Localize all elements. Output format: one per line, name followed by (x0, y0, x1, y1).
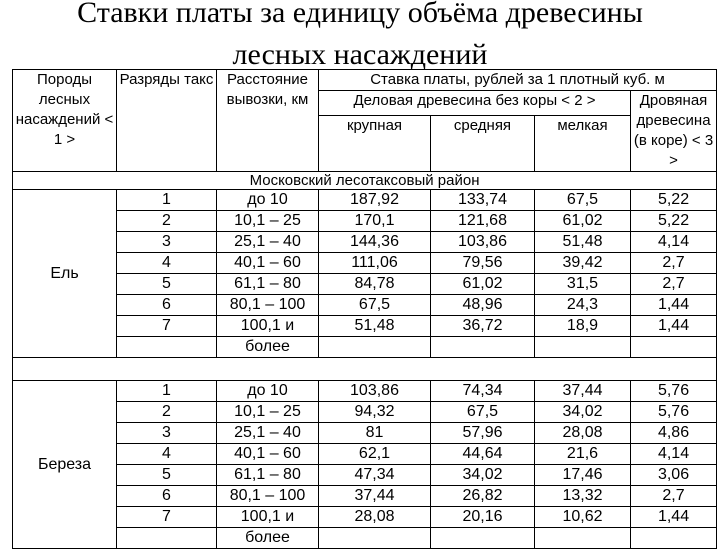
distance-cell: 10,1 – 25 (217, 211, 319, 232)
large-cell: 81 (319, 423, 431, 444)
table-row (13, 444, 717, 465)
rank-cell: 5 (117, 465, 217, 486)
medium-cell (431, 528, 535, 549)
distance-cell: 80,1 – 100 (217, 295, 319, 316)
rank-cell: 1 (117, 190, 217, 211)
page-title-line-1: Ставки платы за единицу объёма древесины (77, 0, 643, 29)
rates-table (12, 69, 717, 549)
separator-cell (13, 358, 717, 381)
header-fuel-wood: Дровяная древесина (в коре) < 3 > (631, 91, 717, 172)
distance-cell: 61,1 – 80 (217, 274, 319, 295)
fuel-cell: 4,86 (631, 423, 717, 444)
table-row (13, 253, 717, 274)
small-cell: 17,46 (535, 465, 631, 486)
fuel-cell: 5,22 (631, 211, 717, 232)
medium-cell: 44,64 (431, 444, 535, 465)
large-cell: 37,44 (319, 486, 431, 507)
fuel-cell: 5,76 (631, 402, 717, 423)
rank-cell: 7 (117, 507, 217, 528)
group-separator-row (13, 358, 717, 381)
distance-cell: более (217, 337, 319, 358)
fuel-cell: 4,14 (631, 444, 717, 465)
rank-cell (117, 337, 217, 358)
fuel-cell: 2,7 (631, 274, 717, 295)
header-rate: Ставка платы, рублей за 1 плотный куб. м (319, 70, 717, 91)
fuel-cell: 2,7 (631, 486, 717, 507)
medium-cell (431, 337, 535, 358)
medium-cell: 26,82 (431, 486, 535, 507)
large-cell: 170,1 (319, 211, 431, 232)
header-distance: Расстояние вывозки, км (217, 70, 319, 172)
large-cell (319, 528, 431, 549)
table-row (13, 232, 717, 253)
small-cell: 31,5 (535, 274, 631, 295)
rank-cell: 6 (117, 295, 217, 316)
fuel-cell: 1,44 (631, 507, 717, 528)
small-cell: 21,6 (535, 444, 631, 465)
small-cell: 34,02 (535, 402, 631, 423)
rank-cell: 4 (117, 444, 217, 465)
fuel-cell: 2,7 (631, 253, 717, 274)
table-row (13, 337, 717, 358)
large-cell: 51,48 (319, 316, 431, 337)
fuel-cell: 4,14 (631, 232, 717, 253)
table-row (13, 465, 717, 486)
rank-cell: 6 (117, 486, 217, 507)
small-cell: 10,62 (535, 507, 631, 528)
medium-cell: 20,16 (431, 507, 535, 528)
header-small: мелкая (535, 116, 631, 172)
large-cell (319, 337, 431, 358)
species-cell: Ель (13, 190, 117, 358)
small-cell (535, 528, 631, 549)
fuel-cell: 5,22 (631, 190, 717, 211)
rank-cell: 2 (117, 211, 217, 232)
distance-cell: 40,1 – 60 (217, 444, 319, 465)
rank-cell: 4 (117, 253, 217, 274)
fuel-cell: 3,06 (631, 465, 717, 486)
small-cell: 28,08 (535, 423, 631, 444)
medium-cell: 103,86 (431, 232, 535, 253)
table-row (13, 402, 717, 423)
distance-cell: 100,1 и (217, 507, 319, 528)
small-cell: 67,5 (535, 190, 631, 211)
table-row (13, 211, 717, 232)
table-row (13, 274, 717, 295)
small-cell: 39,42 (535, 253, 631, 274)
small-cell: 24,3 (535, 295, 631, 316)
rank-cell (117, 528, 217, 549)
fuel-cell: 5,76 (631, 381, 717, 402)
distance-cell: 40,1 – 60 (217, 253, 319, 274)
table-row (13, 316, 717, 337)
large-cell: 67,5 (319, 295, 431, 316)
small-cell: 51,48 (535, 232, 631, 253)
table-row (13, 528, 717, 549)
large-cell: 187,92 (319, 190, 431, 211)
small-cell (535, 337, 631, 358)
small-cell: 13,32 (535, 486, 631, 507)
table-row (13, 486, 717, 507)
fuel-cell: 1,44 (631, 316, 717, 337)
distance-cell: до 10 (217, 190, 319, 211)
medium-cell: 121,68 (431, 211, 535, 232)
distance-cell: 25,1 – 40 (217, 232, 319, 253)
rank-cell: 7 (117, 316, 217, 337)
header-rank: Разряды такс (117, 70, 217, 172)
header-medium: средняя (431, 116, 535, 172)
distance-cell: 80,1 – 100 (217, 486, 319, 507)
small-cell: 61,02 (535, 211, 631, 232)
large-cell: 144,36 (319, 232, 431, 253)
large-cell: 47,34 (319, 465, 431, 486)
page-title-line-2: лесных насаждений (232, 38, 488, 71)
large-cell: 28,08 (319, 507, 431, 528)
region-row: Московский лесотаксовый район (13, 172, 717, 190)
rank-cell: 5 (117, 274, 217, 295)
header-large: крупная (319, 116, 431, 172)
medium-cell: 79,56 (431, 253, 535, 274)
rank-cell: 3 (117, 232, 217, 253)
fuel-cell: 1,44 (631, 295, 717, 316)
medium-cell: 67,5 (431, 402, 535, 423)
large-cell: 103,86 (319, 381, 431, 402)
species-cell: Береза (13, 381, 117, 549)
large-cell: 111,06 (319, 253, 431, 274)
large-cell: 94,32 (319, 402, 431, 423)
rank-cell: 1 (117, 381, 217, 402)
medium-cell: 36,72 (431, 316, 535, 337)
large-cell: 84,78 (319, 274, 431, 295)
table-row (13, 381, 717, 402)
rank-cell: 2 (117, 402, 217, 423)
medium-cell: 61,02 (431, 274, 535, 295)
header-business-wood: Деловая древесина без коры < 2 > (319, 91, 631, 116)
large-cell: 62,1 (319, 444, 431, 465)
distance-cell: 25,1 – 40 (217, 423, 319, 444)
distance-cell: 100,1 и (217, 316, 319, 337)
small-cell: 37,44 (535, 381, 631, 402)
fuel-cell (631, 528, 717, 549)
distance-cell: до 10 (217, 381, 319, 402)
small-cell: 18,9 (535, 316, 631, 337)
medium-cell: 48,96 (431, 295, 535, 316)
table-row (13, 295, 717, 316)
medium-cell: 34,02 (431, 465, 535, 486)
distance-cell: 10,1 – 25 (217, 402, 319, 423)
header-species: Породы лесных насаждений < 1 > (13, 70, 117, 172)
table-row (13, 190, 717, 211)
medium-cell: 57,96 (431, 423, 535, 444)
distance-cell: более (217, 528, 319, 549)
rank-cell: 3 (117, 423, 217, 444)
medium-cell: 74,34 (431, 381, 535, 402)
fuel-cell (631, 337, 717, 358)
medium-cell: 133,74 (431, 190, 535, 211)
table-row (13, 423, 717, 444)
distance-cell: 61,1 – 80 (217, 465, 319, 486)
table-row (13, 507, 717, 528)
